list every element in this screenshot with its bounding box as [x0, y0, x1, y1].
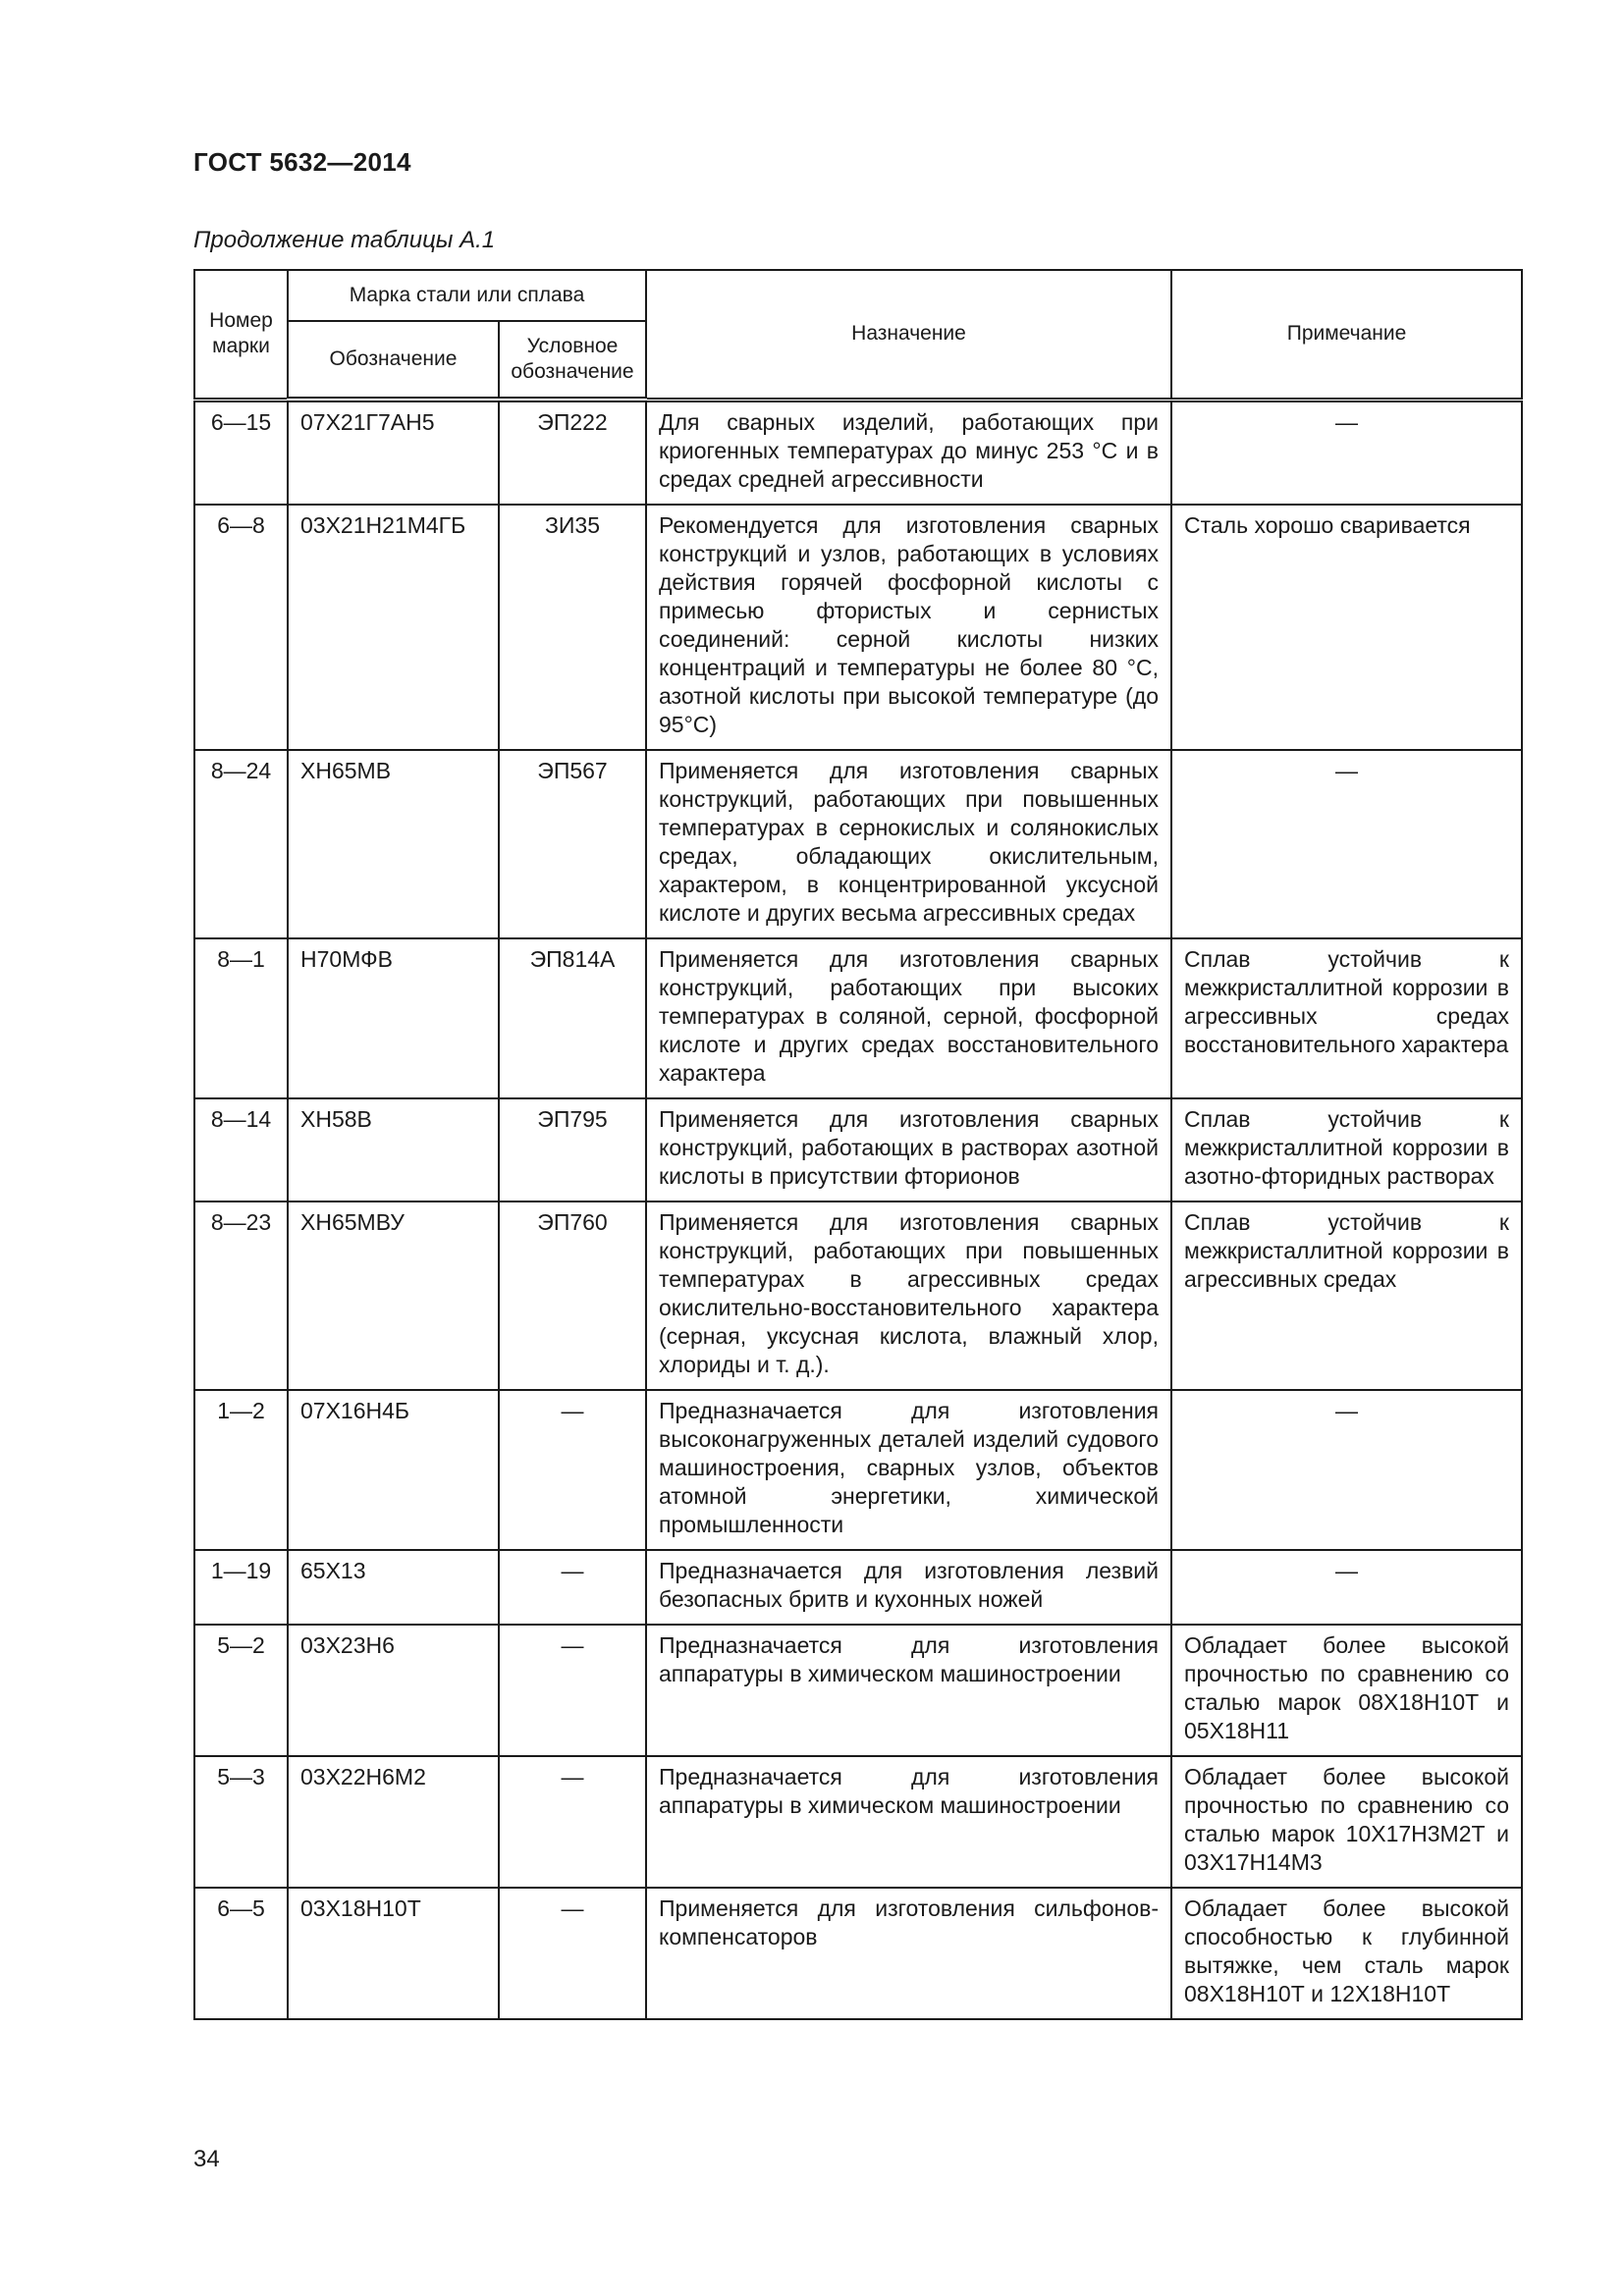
cell-purpose: Применяется для изготовления сварных конструкций, работающих при высоких температурах в соляной, серной, фосфорной кислоте и других средах восстановительного характера	[646, 938, 1171, 1098]
page-number: 34	[193, 2146, 220, 2172]
cell-purpose: Применяется для изготовления сварных конструкций, работающих при повышенных температурах в сернокислых и солянокислых средах, обладающих окислительным, характером, в концентрированной уксусной кислоте и других весьма агрессивных средах	[646, 750, 1171, 938]
cell-number: 6—5	[194, 1888, 288, 2019]
cell-purpose: Для сварных изделий, работающих при криогенных температурах до минус 253 °С и в средах средней агрессивности	[646, 400, 1171, 505]
document-title: ГОСТ 5632—2014	[193, 147, 411, 177]
cell-conditional: ЭП567	[499, 750, 646, 938]
cell-purpose: Применяется для изготовления сварных конструкций, работающих при повышенных температурах в агрессивных средах окислительно-восстановительного характера (серная, уксусная кислота, влажный хлор, хлориды и т. д.).	[646, 1201, 1171, 1390]
table-row	[194, 1756, 1522, 1888]
table-row	[194, 750, 1522, 938]
cell-conditional: —	[499, 1888, 646, 2019]
cell-number: 8—23	[194, 1201, 288, 1390]
header-number: Номер марки	[194, 270, 288, 400]
cell-purpose: Предназначается для изготовления аппаратуры в химическом машиностроении	[646, 1625, 1171, 1756]
cell-designation: 03Х23Н6	[288, 1625, 499, 1756]
cell-number: 5—3	[194, 1756, 288, 1888]
cell-conditional: ЭП760	[499, 1201, 646, 1390]
header-conditional: Условное обозначение	[499, 321, 646, 400]
cell-conditional: —	[499, 1756, 646, 1888]
cell-conditional: ЗИ35	[499, 505, 646, 750]
cell-conditional: ЭП222	[499, 400, 646, 505]
steel-grades-table	[193, 269, 1523, 2020]
table-header	[194, 270, 1522, 400]
cell-number: 1—19	[194, 1550, 288, 1625]
cell-note: —	[1171, 1390, 1522, 1550]
table-row	[194, 1550, 1522, 1625]
cell-purpose: Применяется для изготовления сильфонов-компенсаторов	[646, 1888, 1171, 2019]
cell-purpose: Рекомендуется для изготовления сварных конструкций и узлов, работающих в условиях действия горячей фосфорной кислоты с примесью фтористых и сернистых соединений: серной кислоты низких концентраций и температуры не более 80 °С, азотной кислоты при высокой температуре (до 95°С)	[646, 505, 1171, 750]
table-row	[194, 1201, 1522, 1390]
header-note: Примечание	[1171, 270, 1522, 400]
cell-note: Сплав устойчив к межкристаллитной коррозии в агрессивных средах восстановительного характера	[1171, 938, 1522, 1098]
cell-number: 8—14	[194, 1098, 288, 1201]
cell-designation: 65Х13	[288, 1550, 499, 1625]
cell-number: 1—2	[194, 1390, 288, 1550]
cell-note: —	[1171, 750, 1522, 938]
header-brand-group: Марка стали или сплава	[288, 270, 646, 321]
cell-note: Обладает более высокой способностью к глубинной вытяжке, чем сталь марок 08Х18Н10Т и 12Х18Н10Т	[1171, 1888, 1522, 2019]
table-row	[194, 1888, 1522, 2019]
cell-designation: ХН58В	[288, 1098, 499, 1201]
cell-number: 6—15	[194, 400, 288, 505]
cell-note: Сплав устойчив к межкристаллитной коррозии в агрессивных средах	[1171, 1201, 1522, 1390]
cell-purpose: Применяется для изготовления сварных конструкций, работающих в растворах азотной кислоты в присутствии фторионов	[646, 1098, 1171, 1201]
cell-number: 5—2	[194, 1625, 288, 1756]
cell-designation: ХН65МВ	[288, 750, 499, 938]
cell-conditional: ЭП795	[499, 1098, 646, 1201]
table-row	[194, 1390, 1522, 1550]
cell-conditional: ЭП814А	[499, 938, 646, 1098]
cell-conditional: —	[499, 1550, 646, 1625]
table-body	[194, 400, 1522, 2019]
cell-note: Обладает более высокой прочностью по сравнению со сталью марок 10Х17Н3М2Т и 03Х17Н14М3	[1171, 1756, 1522, 1888]
table-row	[194, 505, 1522, 750]
cell-designation: 03Х21Н21М4ГБ	[288, 505, 499, 750]
cell-note: Обладает более высокой прочностью по сравнению со сталью марок 08Х18Н10Т и 05Х18Н11	[1171, 1625, 1522, 1756]
header-designation: Обозначение	[288, 321, 499, 400]
cell-purpose: Предназначается для изготовления аппаратуры в химическом машиностроении	[646, 1756, 1171, 1888]
header-purpose: Назначение	[646, 270, 1171, 400]
table-row	[194, 1098, 1522, 1201]
table-row	[194, 1625, 1522, 1756]
cell-designation: 07Х16Н4Б	[288, 1390, 499, 1550]
cell-designation: 03Х18Н10Т	[288, 1888, 499, 2019]
cell-number: 8—24	[194, 750, 288, 938]
cell-number: 8—1	[194, 938, 288, 1098]
table-row	[194, 400, 1522, 505]
cell-note: Сплав устойчив к межкристаллитной коррозии в азотно-фторидных растворах	[1171, 1098, 1522, 1201]
cell-number: 6—8	[194, 505, 288, 750]
cell-purpose: Предназначается для изготовления лезвий безопасных бритв и кухонных ножей	[646, 1550, 1171, 1625]
cell-note: —	[1171, 400, 1522, 505]
table-caption: Продолжение таблицы А.1	[193, 227, 496, 253]
cell-note: —	[1171, 1550, 1522, 1625]
cell-designation: 03Х22Н6М2	[288, 1756, 499, 1888]
cell-note: Сталь хорошо сваривается	[1171, 505, 1522, 750]
cell-conditional: —	[499, 1625, 646, 1756]
cell-conditional: —	[499, 1390, 646, 1550]
cell-designation: 07Х21Г7АН5	[288, 400, 499, 505]
cell-designation: Н70МФВ	[288, 938, 499, 1098]
cell-purpose: Предназначается для изготовления высоконагруженных деталей изделий судового машиностроения, сварных узлов, объектов атомной энергетики, химической промышленности	[646, 1390, 1171, 1550]
table-row	[194, 938, 1522, 1098]
cell-designation: ХН65МВУ	[288, 1201, 499, 1390]
